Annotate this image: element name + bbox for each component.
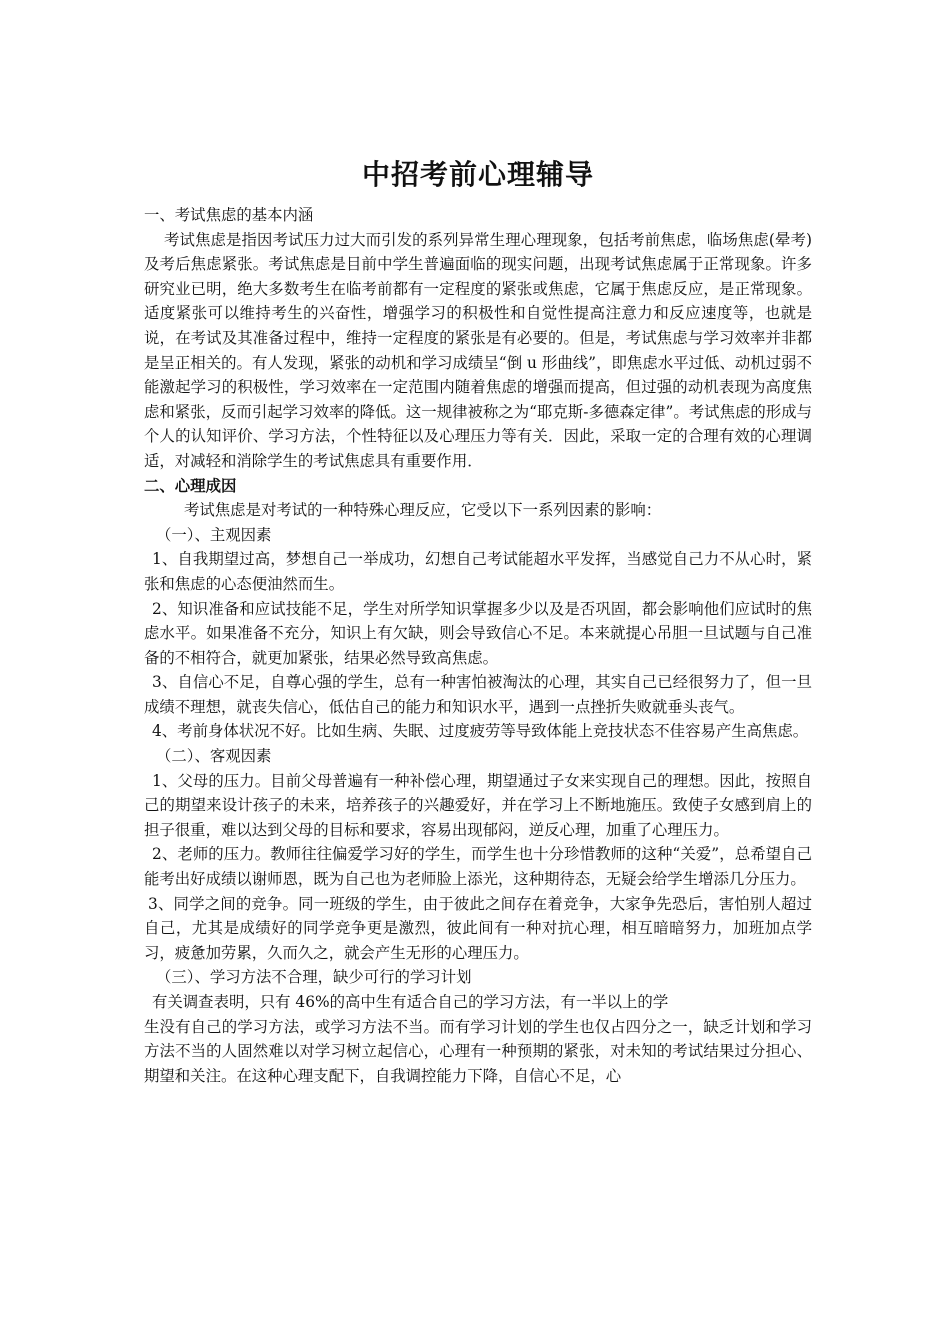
list-item: 1、自我期望过高，梦想自己一举成功，幻想自己考试能超水平发挥，当感觉自己力不从心时，紧张和焦虑的心态便油然而生。 xyxy=(144,550,812,593)
document-page xyxy=(144,155,812,1088)
subsection-3-line-1: 有关调查表明，只有 46%的高中生有适合自己的学习方法，有一半以上的学 xyxy=(152,993,669,1011)
subsection-1-heading: （一）、主观因素 xyxy=(156,525,272,544)
section-1-paragraph: 考试焦虑是指因考试压力过大而引发的系列异常生理心理现象，包括考前焦虑，临场焦虑(晕考)及考后焦虑紧张。考试焦虑是目前中学生普遍面临的现实问题，出现考试焦虑属于正常现象。许多研究业已明，绝大多数考生在临考前都有一定程度的紧张或焦虑，它属于焦虑反应，是正常现象。适度紧张可以维持考生的兴奋性，增强学习的积极性和自觉性提高注意力和反应速度等，也就是说，在考试及其准备过程中，维持一定程度的紧张是有必要的。但是，考试焦虑与学习效率并非都是呈正相关的。有人发现，紧张的动机和学习成绩呈“倒 u 形曲线”，即焦虑水平过低、动机过弱不能激起学习的积极性，学习效率在一定范围内随着焦虑的增强而提高，但过强的动机表现为高度焦虑和紧张，反而引起学习效率的降低。这一规律被称之为“耶克斯-多德森定律”。考试焦虑的形成与个人的认知评价、学习方法，个性特征以及心理压力等有关．因此，采取一定的合理有效的心理调适，对减轻和消除学生的考试焦虑具有重要作用． xyxy=(144,230,812,470)
list-item: 4、考前身体状况不好。比如生病、失眠、过度疲劳等导致体能上竞技状态不佳容易产生高焦虑。 xyxy=(152,722,809,741)
subsection-2-heading: （二）、客观因素 xyxy=(156,747,272,766)
list-item: 3、同学之间的竞争。同一班级的学生，由于彼此之间存在着竞争，大家争先恐后，害怕别人超过自己，尤其是成绩好的同学竞争更是激烈，彼此间有一种对抗心理，相互暗暗努力，加班加点学习，疲惫加劳累，久而久之，就会产生无形的心理压力。 xyxy=(144,894,812,962)
section-2-intro: 考试焦虑是对考试的一种特殊心理反应，它受以下一系列因素的影响： xyxy=(184,501,662,520)
list-item: 2、知识准备和应试技能不足，学生对所学知识掌握多少以及是否巩固，都会影响他们应试时的焦虑水平。如果准备不充分，知识上有欠缺，则会导致信心不足。本来就提心吊胆一旦试题与自己准备的不相符合，就更加紧张，结果必然导致高焦虑。 xyxy=(144,599,812,667)
section-2-heading: 二、心理成因 xyxy=(144,476,237,495)
subsection-3-paragraph: 生没有自己的学习方法，或学习方法不当。而有学习计划的学生也仅占四分之一，缺乏计划和学习方法不当的人固然难以对学习树立起信心，心理有一种预期的紧张，对未知的考试结果过分担心、期望和关注。在这种心理支配下，自我调控能力下降，自信心不足，心 xyxy=(144,1017,812,1085)
document-title: 中招考前心理辅导 xyxy=(361,158,594,191)
list-item: 3、自信心不足，自尊心强的学生，总有一种害怕被淘汰的心理，其实自己已经很努力了，但一旦成绩不理想，就丧失信心，低估自己的能力和知识水平，遇到一点挫折失败就垂头丧气。 xyxy=(144,673,812,716)
subsection-3-heading: （三）、学习方法不合理，缺少可行的学习计划 xyxy=(156,968,472,987)
list-item: 1、父母的压力。目前父母普遍有一种补偿心理，期望通过子女来实现自己的理想。因此，按照自己的期望来设计孩子的未来，培养孩子的兴趣爱好，并在学习上不断地施压。致使子女感到肩上的担子很重，难以达到父母的目标和要求，容易出现郁闷，逆反心理，加重了心理压力。 xyxy=(144,771,812,839)
section-1-heading: 一、考试焦虑的基本内涵 xyxy=(144,206,314,224)
list-item: 2、老师的压力。教师往往偏爱学习好的学生，而学生也十分珍惜教师的这种“关爱”，总希望自己能考出好成绩以谢师恩，既为自己也为老师脸上添光，这种期待态，无疑会给学生增添几分压力。 xyxy=(144,845,812,889)
